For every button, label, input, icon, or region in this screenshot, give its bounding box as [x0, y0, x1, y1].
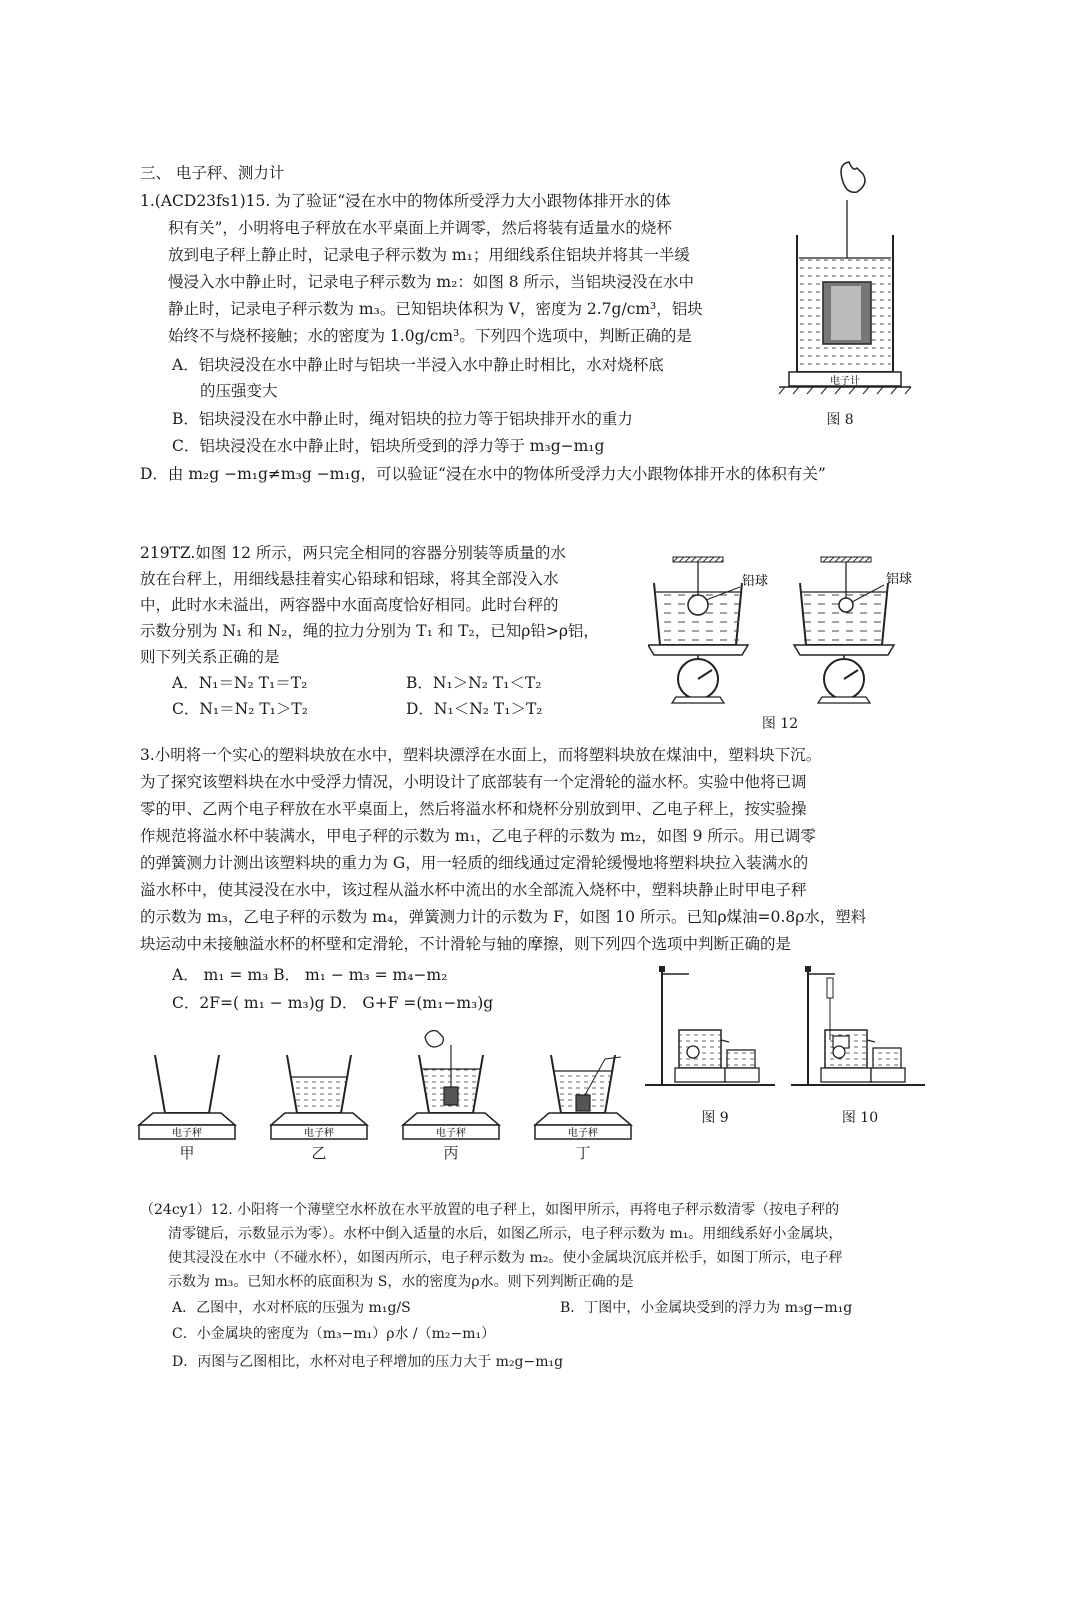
q1-option-b: B．铝块浸没在水中静止时，绳对铝块的拉力等于铝块排开水的重力 — [172, 410, 633, 428]
q1-line-2: 积有关”，小明将电子秤放在水平桌面上并调零，然后将装有适量水的烧杯 — [168, 219, 672, 237]
figure-8-caption: 图 8 — [826, 412, 854, 428]
q1-option-c: C．铝块浸没在水中静止时，铝块所受到的浮力等于 m₃g−m₁g — [172, 437, 605, 455]
scale-label-jia: 电子秤 — [172, 1128, 202, 1139]
q3-line-4: 作规范将溢水杯中装满水，甲电子秤的示数为 m₁，乙电子秤的示数为 m₂，如图 9 所示。用已调零 — [140, 827, 816, 845]
figure-9-caption: 图 9 — [701, 1110, 729, 1126]
q3-option-ab: A． m₁ = m₃ B． m₁ − m₃ = m₄−m₂ — [172, 966, 448, 984]
label-jia: 甲 — [179, 1144, 195, 1162]
q3-line-6: 溢水杯中，使其浸没在水中，该过程从溢水杯中流出的水全部流入烧杯中，塑料块静止时甲电子秤 — [140, 881, 807, 899]
section-title: 三、 电子秤、测力计 — [140, 164, 285, 182]
q3-line-1: 3.小明将一个实心的塑料块放在水中，塑料块漂浮在水面上，而将塑料块放在煤油中，塑料块下沉。 — [140, 746, 822, 764]
scale-label-yi: 电子秤 — [304, 1128, 334, 1139]
lead-ball — [688, 595, 708, 615]
q3-line-2: 为了探究该塑料块在水中受浮力情况，小明设计了底部装有一个定滑轮的溢水杯。实验中他将已调 — [140, 773, 807, 791]
scale-label-bing: 电子秤 — [436, 1128, 466, 1139]
figure-12-caption: 图 12 — [761, 716, 799, 732]
q2-line-5: 则下列关系正确的是 — [140, 648, 280, 666]
q2-line-2: 放在台秤上，用细线悬挂着实心铅球和铝球，将其全部没入水 — [140, 570, 559, 588]
q3-line-8: 块运动中未接触溢水杯的杯壁和定滑轮，不计滑轮与轴的摩擦，则下列四个选项中判断正确的是 — [140, 935, 792, 953]
figure-12 — [648, 545, 938, 705]
q2-line-4: 示数分别为 N₁ 和 N₂，绳的拉力分别为 T₁ 和 T₂，已知ρ铅>ρ铝， — [140, 622, 599, 640]
q3-line-7: 的示数为 m₃，乙电子秤的示数为 m₄，弹簧测力计的示数为 F，如图 10 所示。已知ρ煤油=0.8ρ水，塑料 — [140, 908, 867, 926]
q4-option-b: B．丁图中，小金属块受到的浮力为 m₃g−m₁g — [560, 1300, 853, 1316]
q1-line-5: 静止时，记录电子秤示数为 m₃。已知铝块体积为 V，密度为 2.7g/cm³，铝块 — [168, 300, 703, 318]
q4-line-3: 使其浸没在水中（不碰水杯），如图丙所示，电子秤示数为 m₂。使小金属块沉底并松手，如图丁所示，电子秤 — [168, 1250, 843, 1266]
label-bing: 丙 — [443, 1144, 459, 1162]
q2-option-a: A．N₁＝N₂ T₁＝T₂ — [172, 674, 308, 692]
q1-line-6: 始终不与烧杯接触；水的密度为 1.0g/cm³。下列四个选项中，判断正确的是 — [168, 327, 692, 345]
hand-icon — [841, 162, 865, 192]
figure-8 — [775, 160, 915, 410]
q4-option-d: D．丙图与乙图相比，水杯对电子秤增加的压力大于 m₂g−m₁g — [172, 1354, 564, 1370]
q2-line-3: 中，此时水未溢出，两容器中水面高度恰好相同。此时台秤的 — [140, 596, 559, 614]
q1-option-a-cont: 的压强变大 — [200, 382, 278, 400]
q2-option-c: C．N₁＝N₂ T₁＞T₂ — [172, 700, 308, 718]
label-ding: 丁 — [575, 1144, 591, 1162]
cup-ding — [535, 1055, 631, 1139]
aluminum-ball — [839, 598, 853, 612]
scale-label-ding: 电子秤 — [568, 1128, 598, 1139]
q3-option-cd: C．2F=( m₁ − m₃)g D． G+F =(m₁−m₃)g — [172, 994, 494, 1012]
cup-yi — [271, 1055, 367, 1139]
label-yi: 乙 — [311, 1144, 327, 1162]
cup-jia — [139, 1055, 235, 1139]
q3-line-3: 零的甲、乙两个电子秤放在水平桌面上，然后将溢水杯和烧杯分别放到甲、乙电子秤上，按实验操 — [140, 800, 807, 818]
q2-line-1: 219TZ.如图 12 所示，两只完全相同的容器分别装等质量的水 — [140, 544, 566, 562]
q4-line-4: 示数为 m₃。已知水杯的底面积为 S，水的密度为ρ水。则下列判断正确的是 — [168, 1274, 634, 1290]
q4-option-c: C．小金属块的密度为（m₃−m₁）ρ水 /（m₂−m₁） — [172, 1326, 496, 1342]
q1-option-d: D．由 m₂g −m₁g≠m₃g −m₁g，可以验证“浸在水中的物体所受浮力大小跟物体排开水的体积有关” — [140, 465, 826, 483]
q1-line-1: 1.(ACD23fs1)15. 为了验证“浸在水中的物体所受浮力大小跟物体排开水的体 — [140, 192, 671, 210]
aluminum-ball-label: 铝球 — [886, 572, 913, 587]
q4-line-1: （24cy1）12. 小阳将一个薄壁空水杯放在水平放置的电子秤上，如图甲所示，再将电子秤示数清零（按电子秤的 — [140, 1202, 840, 1218]
hand-icon — [425, 1031, 443, 1047]
cup-bing — [403, 1031, 499, 1139]
lead-ball-label: 铅球 — [742, 574, 769, 589]
figure-10-caption: 图 10 — [841, 1110, 879, 1126]
q3-line-5: 的弹簧测力计测出该塑料块的重力为 G，用一轻质的细线通过定滑轮缓慢地将塑料块拉入装满水的 — [140, 854, 809, 872]
q4-option-a: A．乙图中，水对杯底的压强为 m₁g/S — [172, 1300, 411, 1316]
q2-option-b: B．N₁＞N₂ T₁＜T₂ — [406, 674, 542, 692]
q1-option-a: A．铝块浸没在水中静止时与铝块一半浸入水中静止时相比，水对烧杯底 — [172, 356, 664, 374]
q1-line-4: 慢浸入水中静止时，记录电子秤示数为 m₂：如图 8 所示，当铝块浸没在水中 — [168, 273, 695, 291]
q4-line-2: 清零键后，示数显示为零）。水杯中倒入适量的水后，如图乙所示，电子秤示数为 m₁。用细线系好小金属块， — [168, 1226, 843, 1242]
scale-label: 电子计 — [830, 376, 860, 387]
q4-figures — [135, 1025, 645, 1150]
q1-line-3: 放到电子秤上静止时，记录电子秤示数为 m₁；用细线系住铝块并将其一半缓 — [168, 246, 690, 264]
figures-9-10 — [645, 960, 935, 1095]
q2-option-d: D．N₁＜N₂ T₁＞T₂ — [406, 700, 543, 718]
